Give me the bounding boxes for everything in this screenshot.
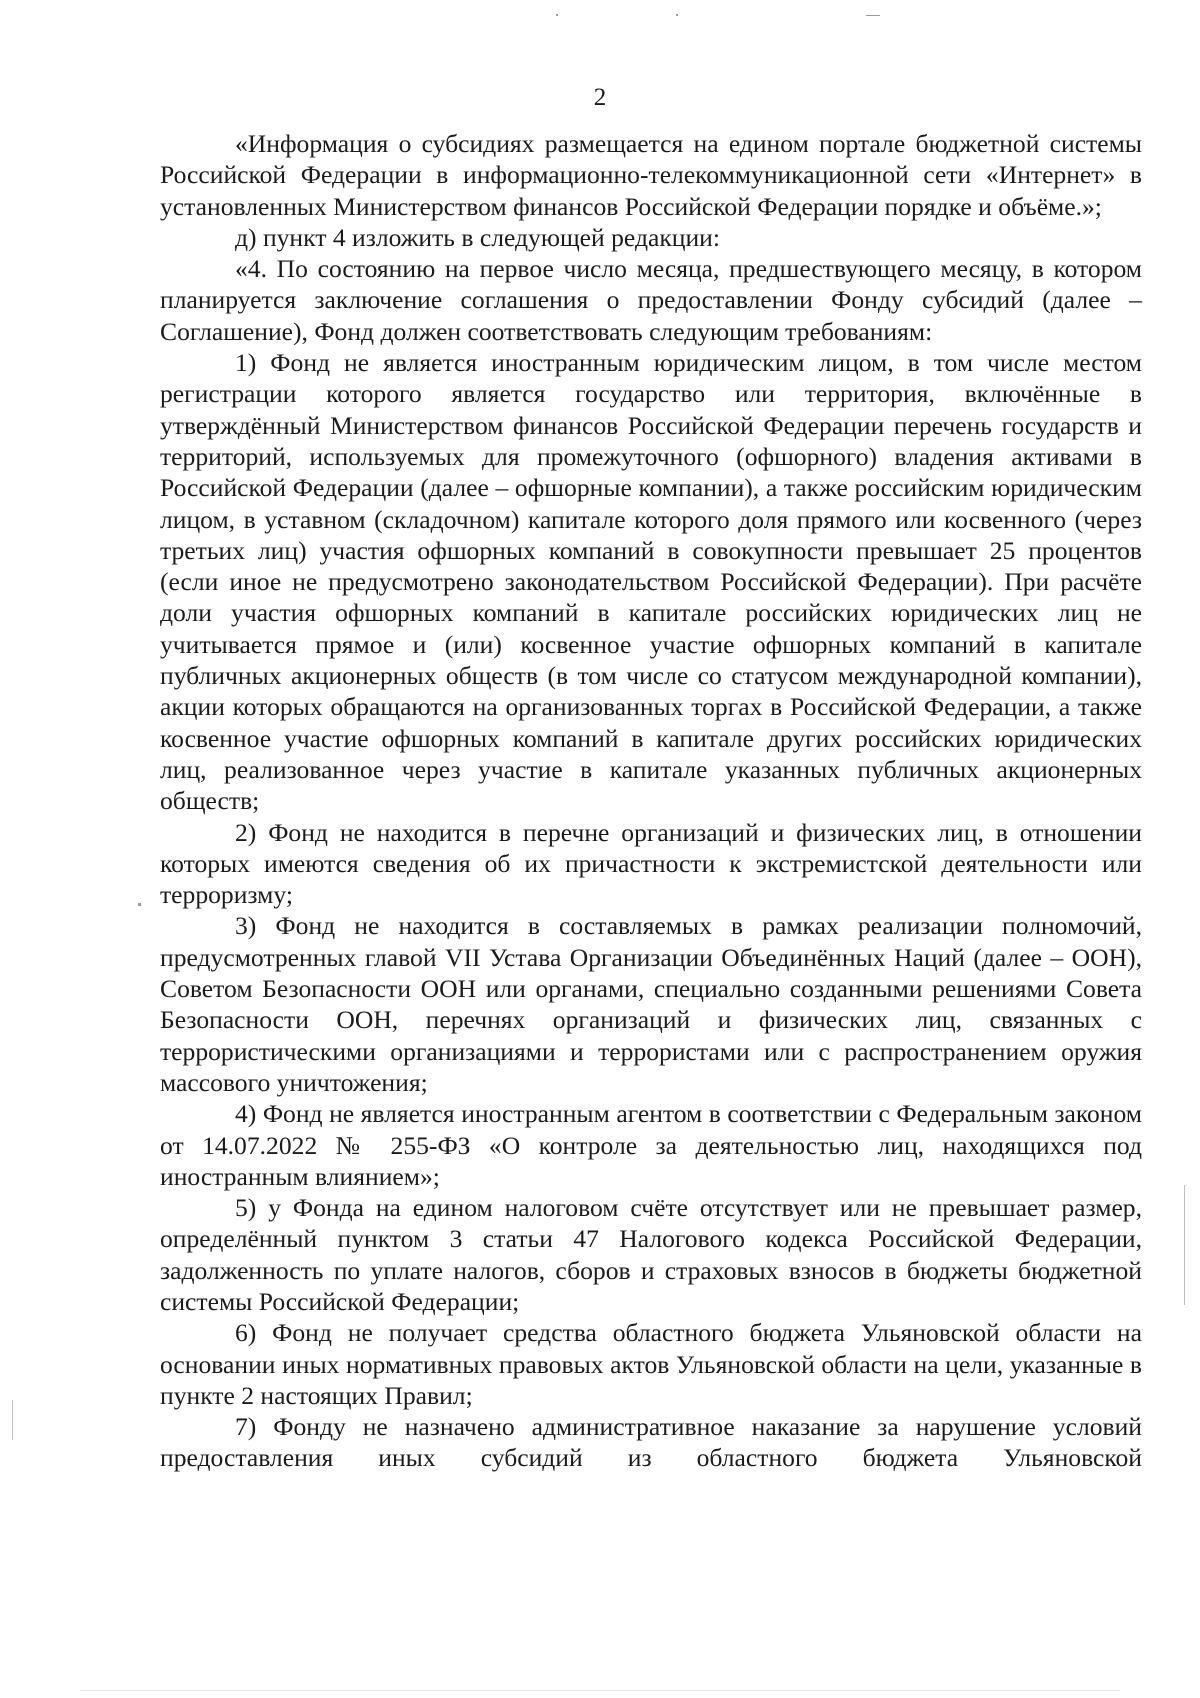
paragraph-requirement-3: 3) Фонд не находится в составляемых в рамках реализации полномочий, предусмотренных главой VII Устава Организации Объединённых Наций (далее – ООН), Советом Безопасности ООН или органами, специально созданными решениями Совета Безопасности ООН, перечнях организаций и физических лиц, связанных с террористическими организациями и террористами или с распространением оружия массового уничтожения; — [160, 911, 1142, 1097]
paragraph-requirement-6: 6) Фонд не получает средства областного бюджета Ульяновской области на основании иных нормативных правовых актов Ульяновской области на цели, указанные в пункте 2 настоящих Правил; — [160, 1318, 1142, 1410]
scan-speck — [676, 14, 678, 16]
scan-edge-mark — [1184, 1185, 1185, 1305]
document-body — [160, 128, 1142, 1474]
paragraph-requirement-2: 2) Фонд не находится в перечне организаций и физических лиц, в отношении которых имеются сведения об их причастности к экстремистской деятельности или терроризму; — [160, 817, 1142, 910]
scan-speck — [556, 14, 558, 16]
scan-edge-mark — [80, 1690, 1120, 1691]
paragraph-requirement-1: 1) Фонд не является иностранным юридическим лицом, в том числе местом регистрации которого является государство или территория, включённые в утверждённый Министерством финансов Российской Федерации перечень государств и территорий, используемых для промежуточного (офшорного) владения активами в Российской Федерации (далее – офшорные компании), а также российским юридическим лицом, в уставном (складочном) капитале которого доля прямого или косвенного (через третьих лиц) участия офшорных компаний в совокупности превышает 25 процентов (если иное не предусмотрено законодательством Российской Федерации). При расчёте доли участия офшорных компаний в капитале российских юридических лиц не учитывается прямое и (или) косвенное участие офшорных компаний в капитале публичных акционерных обществ (в том числе со статусом международной компании), акции которых обращаются на организованных торгах в Российской Федерации, а также косвенное участие офшорных компаний в капитале других российских юридических лиц, реализованное через участие в капитале указанных публичных акционерных обществ; — [160, 348, 1142, 816]
scan-speck — [866, 15, 880, 16]
paragraph-requirement-4: 4) Фонд не является иностранным агентом в соответствии с Федеральным законом от 14.07.2022 № 255-ФЗ «О контроле за деятельностью лиц, находящихся под иностранным влиянием»; — [160, 1099, 1142, 1191]
page-number: 2 — [593, 84, 607, 111]
scan-speck — [138, 903, 141, 906]
paragraph-clause-4: «4. По состоянию на первое число месяца, предшествующего месяцу, в котором планируется заключение соглашения о предоставлении Фонду субсидий (далее – Соглашение), Фонд должен соответствовать следующим требованиям: — [160, 254, 1142, 346]
scan-edge-mark — [12, 1400, 13, 1440]
paragraph-requirement-5: 5) у Фонда на едином налоговом счёте отсутствует или не превышает размер, определённый пунктом 3 статьи 47 Налогового кодекса Российской Федерации, задолженность по уплате налогов, сборов и страховых взносов в бюджеты бюджетной системы Российской Федерации; — [160, 1193, 1142, 1316]
paragraph-requirement-7: 7) Фонду не назначено административное наказание за нарушение условий предоставления иных субсидий из областного бюджета Ульяновской — [160, 1412, 1142, 1473]
paragraph-subsidy-information: «Информация о субсидиях размещается на едином портале бюджетной системы Российской Федерации в информационно-телекоммуникационной сети «Интернет» в установленных Министерством финансов Российской Федерации порядке и объёме.»; — [160, 129, 1142, 221]
paragraph-item-d: д) пункт 4 изложить в следующей редакции: — [235, 222, 720, 252]
